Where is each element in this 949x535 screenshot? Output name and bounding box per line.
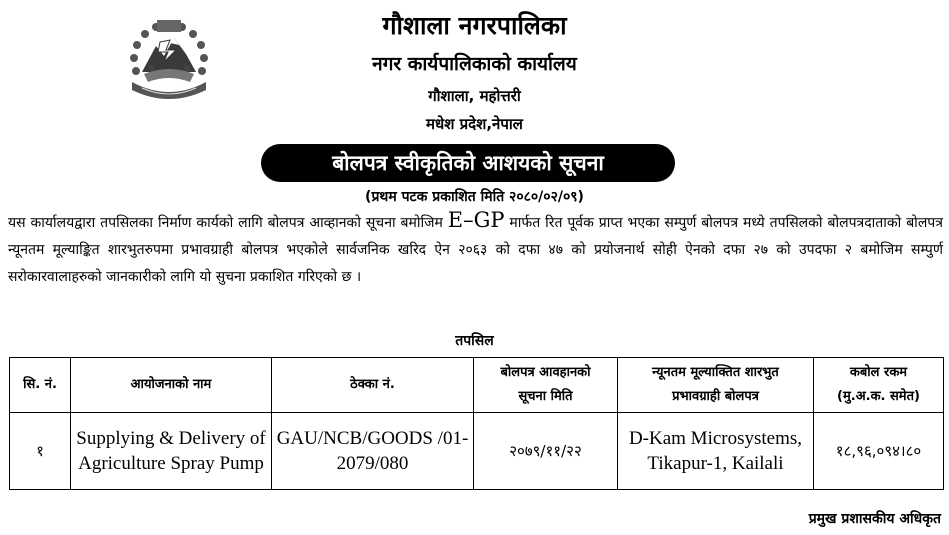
header-bid-date-line-2: सूचना मिति	[518, 389, 573, 404]
header-bid-date-line-1: बोलपत्र आवहानको	[500, 365, 591, 380]
cell-amount: १८,९६,०९४।८०	[814, 413, 944, 490]
office-province: मधेश प्रदेश,नेपाल	[426, 115, 523, 133]
bid-table	[9, 357, 944, 490]
egp-label: E–GP	[447, 208, 505, 232]
cell-bid-date: २०७९/११/२२	[474, 413, 618, 490]
cell-sn: १	[10, 413, 71, 490]
header-lowest-bid	[618, 358, 814, 413]
office-address: गौशाला, महोत्तरी	[428, 87, 521, 105]
header-project: आयोजनाको नाम	[71, 358, 272, 413]
office-name: गौशाला नगरपालिका	[382, 11, 567, 40]
notice-body-part-1: यस कार्यालयद्वारा तपसिलका निर्माण कार्यको लागि बोलपत्र आव्हानको सूचना बमोजिम	[8, 215, 448, 231]
header-contract: ठेक्का नं.	[272, 358, 474, 413]
header-amount	[814, 358, 944, 413]
cell-contract: GAU/NCB/GOODS /01-2079/080	[272, 413, 474, 490]
cell-bidder: D-Kam Microsystems, Tikapur-1, Kailali	[618, 413, 814, 490]
signatory: प्रमुख प्रशासकीय अधिकृत	[808, 511, 941, 527]
notice-body-part-2: मार्फत रित पूर्वक प्राप्त भएका सम्पुर्ण बोलपत्र मध्ये तपसिलको बोलपत्रदाताको बोलपत्र न्यूनतम मूल्याङ्कित शारभुतरुपमा प्रभावग्राही बोलपत्र भएकोले सार्वजनिक खरिद ऐन २०६३ को दफा ४७ को प्रयोजनार्थ सोही ऐनको दफा २७ को उपदफा २ बमोजिम सम्पुर्ण सरोकारवालाहरुको जानकारीको लागि यो सुचना प्रकाशित गरिएको छ ।	[8, 215, 943, 285]
header-bid-date	[474, 358, 618, 413]
office-subtitle: नगर कार्यपालिकाको कार्यालय	[372, 53, 577, 75]
header-amount-line-2: (मु.अ.क. समेत)	[837, 389, 920, 404]
header-amount-line-1: कबोल रकम	[849, 365, 908, 380]
header-sn: सि. नं.	[10, 358, 71, 413]
notice-body	[8, 207, 943, 291]
header-lowest-line-2: प्रभावग्राही बोलपत्र	[672, 389, 759, 404]
table-row	[10, 413, 944, 490]
notice-title: बोलपत्र स्वीकृतिको आशयको सूचना	[261, 144, 675, 182]
list-title: तपसिल	[455, 333, 494, 349]
header-lowest-line-1: न्यूनतम मूल्याक्तित शारभुत	[652, 365, 779, 380]
cell-project: Supplying & Delivery of Agriculture Spray Pump	[71, 413, 272, 490]
publish-date: (प्रथम पटक प्रकाशित मिति २०८०/०२/०९)	[365, 189, 584, 205]
table-header-row	[10, 358, 944, 413]
